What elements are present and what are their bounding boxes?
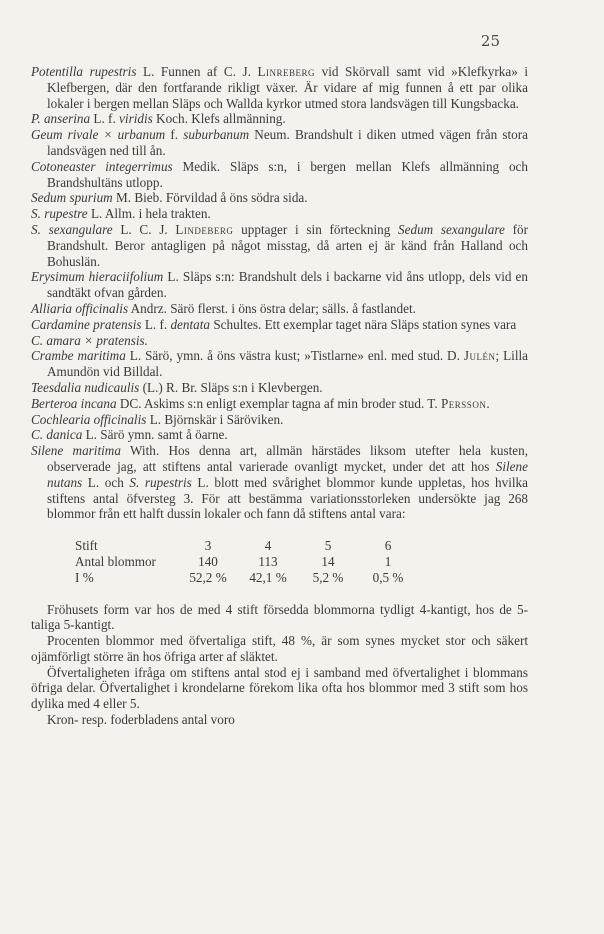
text-run: L. Släps s:n: Brandshult dels i backarne vid åns utlopp, dels vid en sandtäkt ofvan gården. xyxy=(47,269,528,301)
species-entries xyxy=(31,64,528,522)
paragraph-4 xyxy=(31,712,528,728)
row-label: I % xyxy=(75,569,94,585)
species-entry-10 xyxy=(31,317,528,333)
species-entry-13 xyxy=(31,380,528,396)
page-number: 25 xyxy=(480,32,500,50)
text-run: . xyxy=(486,395,490,411)
taxon-name: Crambe maritima xyxy=(31,348,126,364)
species-entry-1 xyxy=(31,64,528,111)
taxon-name: S. rupestre xyxy=(31,206,88,222)
taxon-name: Teesdalia nudicaulis xyxy=(31,379,140,395)
text-run: för Brandshult. Beror antagligen på något misstag, då arten ej är känd från Halland och Bohuslän. xyxy=(47,221,529,269)
style-count-table xyxy=(75,538,418,585)
taxon-name: Geum rivale × urbanum xyxy=(31,127,166,143)
text-run: vid Skörvall samt vid »Klefkyrka» i Klefbergen, där den fortfarande rikligt växer. Är vidare af mig funnen å ett par olika lokaler i bergen mellan Släps och Wallda kyrkor utmed stora landsvägen till Kungsbacka. xyxy=(47,64,529,111)
table-cell: 52,2 % xyxy=(189,569,227,585)
taxon-name: P. anserina xyxy=(31,111,91,127)
taxon-name: S. rupestris xyxy=(129,474,192,490)
table-cell: 6 xyxy=(384,538,392,554)
table-cell: 5,2 % xyxy=(312,569,344,585)
taxon-name: Sedum spurium xyxy=(31,190,113,206)
species-entry-12 xyxy=(31,348,528,380)
text-run: Koch. Klefs allmänning. xyxy=(152,111,286,127)
text-run: Medik. Släps s:n, i bergen mellan Klefs allmänning och Brandshultäns utlopp. xyxy=(47,158,528,190)
row-label: Stift xyxy=(75,538,98,554)
body-text xyxy=(31,64,528,728)
closing-paragraphs xyxy=(31,602,528,728)
text-run: Neum. Brandshult i diken utmed vägen från stora landsvägen ned till ån. xyxy=(47,127,528,158)
person-name: Linreberg xyxy=(257,64,316,79)
table-cell: 3 xyxy=(204,538,212,554)
species-entry-9 xyxy=(31,301,528,317)
text-run: L. Björnskär i Säröviken. xyxy=(146,411,284,427)
text-run: (L.) R. Br. Släps s:n i Klevbergen. xyxy=(139,379,323,395)
table-row xyxy=(75,554,418,570)
text-run: L. C. J. xyxy=(112,221,176,237)
row-label: Antal blommor xyxy=(75,553,156,569)
species-entry-17 xyxy=(31,443,528,522)
species-entry-5 xyxy=(31,190,528,206)
species-entry-4 xyxy=(31,159,528,191)
text-run: Schultes. Ett exemplar taget nära Släps station synes vara xyxy=(210,316,517,332)
text-run: L. Allm. i hela trakten. xyxy=(87,206,211,222)
person-name: Lindeberg xyxy=(175,221,234,237)
table-cell: 4 xyxy=(264,538,272,554)
text-run: L. Särö ymn. samt å öarne. xyxy=(82,427,228,443)
species-entry-8 xyxy=(31,269,528,301)
table-cell: 140 xyxy=(198,553,218,569)
taxon-name: dentata xyxy=(170,316,211,332)
text-run: L. blott med svårighet blommor kunde uppletas, hos hvilka stiftens antal öfversteg 3. För att bestämma variationsstorleken undersökte jag 268 blommor från ett halft dussin lokaler och fann då stiftens antal vara: xyxy=(47,474,528,522)
taxon-name: Silene nutans xyxy=(47,458,528,490)
species-entry-16 xyxy=(31,427,528,443)
text-run: Fröhusets form var hos de med 4 stift försedda blommorna tydligt 4-kantigt, hos de 5-taliga 5-kantigt. xyxy=(31,601,528,633)
species-entry-7 xyxy=(31,222,528,269)
text-run: f. xyxy=(165,127,184,143)
taxon-name: viridis xyxy=(119,111,153,127)
taxon-name: Sedum sexangulare xyxy=(398,221,505,237)
text-run: M. Bieb. Förvildad å öns södra sida. xyxy=(112,190,308,206)
table-cell: 0,5 % xyxy=(372,569,404,585)
species-entry-11 xyxy=(31,333,528,349)
taxon-name: Erysimum hieraciifolium xyxy=(31,269,164,285)
text-run: L. Särö, ymn. å öns västra kust; »Tistlarne» enl. med stud. D. xyxy=(125,348,464,364)
text-run: Andrz. Särö flerst. i öns östra delar; sälls. å fastlandet. xyxy=(128,300,416,316)
text-run: L. och xyxy=(82,474,130,490)
taxon-name: Silene maritima xyxy=(31,443,121,459)
text-run: upptager i sin förteckning xyxy=(233,221,399,237)
text-run: Öfvertaligheten ifråga om stiftens antal stod ej i samband med öfvertalighet i blommans öfriga delar. Öfvertalighet i krondelarne förekom lika ofta hos blommor med 3 stift som hos dylika med 4 eller 5. xyxy=(31,664,528,712)
table-cell: 113 xyxy=(258,553,278,569)
person-name: Persson xyxy=(440,395,487,411)
taxon-name: Cotoneaster integerrimus xyxy=(31,158,173,174)
taxon-name: Berteroa incana xyxy=(31,395,117,411)
species-entry-15 xyxy=(31,412,528,428)
species-entry-14 xyxy=(31,396,528,412)
taxon-name: suburbanum xyxy=(183,127,250,143)
taxon-name: C. amara × pratensis. xyxy=(31,332,148,348)
text-run: ; Lilla Amundön vid Billdal. xyxy=(47,348,528,380)
text-run: L. Funnen af C. J. xyxy=(136,64,258,79)
taxon-name: S. sexangulare xyxy=(31,221,113,237)
table-row xyxy=(75,538,418,554)
species-entry-6 xyxy=(31,206,528,222)
text-run: L. f. xyxy=(141,316,171,332)
table-cell: 5 xyxy=(324,538,332,554)
paragraph-1 xyxy=(31,602,528,634)
text-run: Procenten blommor med öfvertaliga stift, 48 %, är som synes mycket stor och säkert ojämförligt större än hos öfriga arter af släktet. xyxy=(31,633,528,664)
text-run: With. Hos denna art, allmän härstädes liksom utefter hela kusten, observerade jag, att stiftens antal varierade ovanligt mycket, under det att hos xyxy=(47,443,528,474)
taxon-name: Alliaria officinalis xyxy=(31,300,129,316)
taxon-name: Cardamine pratensis xyxy=(31,316,142,332)
table-cell: 1 xyxy=(384,553,392,569)
table-cell: 42,1 % xyxy=(249,569,287,585)
species-entry-2 xyxy=(31,111,528,127)
table-row xyxy=(75,570,418,586)
text-run: L. f. xyxy=(90,111,120,127)
table-cell: 14 xyxy=(321,553,335,569)
text-run: DC. Askims s:n enligt exemplar tagna af min broder stud. T. xyxy=(116,395,441,411)
taxon-name: Cochlearia officinalis xyxy=(31,411,147,427)
text-run: Kron- resp. foderbladens antal voro xyxy=(47,712,235,728)
species-entry-3 xyxy=(31,127,528,159)
taxon-name: Potentilla rupestris xyxy=(31,64,137,79)
paragraph-2 xyxy=(31,633,528,665)
taxon-name: C. danica xyxy=(31,427,83,443)
paragraph-3 xyxy=(31,665,528,712)
person-name: Julén xyxy=(463,348,496,364)
